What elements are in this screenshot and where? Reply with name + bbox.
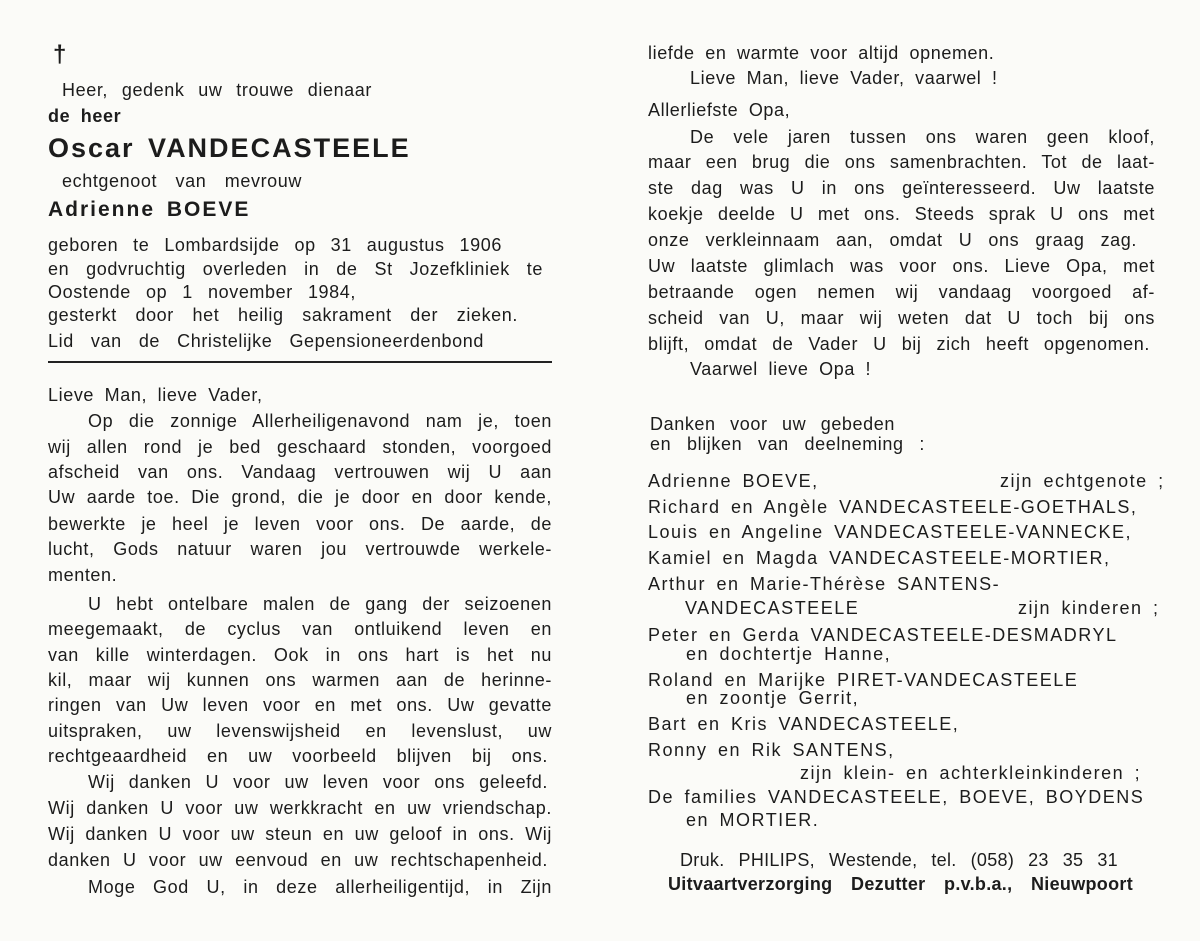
grandpa-line: scheid van U, maar wij weten dat U toch bij ons	[648, 308, 1155, 328]
deceased-name: Oscar VANDECASTEELE	[48, 133, 411, 163]
relation-label: zijn klein- en achterkleinkinderen ;	[800, 763, 1142, 783]
letter-farewell: Lieve Man, lieve Vader, vaarwel !	[690, 68, 998, 88]
grandpa-line: betraande ogen nemen wij vandaag voorgoed af-	[648, 282, 1155, 302]
detail-line: gesterkt door het heilig sakrament der zieken.	[48, 305, 518, 325]
letter-line: Op die zonnige Allerheiligenavond nam je, toen	[88, 411, 552, 431]
letter-line: Moge God U, in deze allerheiligentijd, in Zijn	[88, 877, 552, 897]
relation-label: zijn kinderen ;	[1018, 598, 1160, 618]
mourner-line: Peter en Gerda VANDECASTEELE-DESMADRYL	[648, 625, 1118, 645]
letter-line: wij allen rond je bed geschaard stonden, voorgoed	[48, 437, 552, 457]
letter-line: rechtgeaardheid en uw voorbeeld blijven bij ons.	[48, 746, 548, 766]
mourner-line: Richard en Angèle VANDECASTEELE-GOETHALS,	[648, 497, 1138, 517]
thanks-intro: Danken voor uw gebeden	[650, 414, 895, 434]
cross-icon: †	[53, 41, 67, 68]
letter-line: liefde en warmte voor altijd opnemen.	[648, 43, 995, 63]
grandpa-line: De vele jaren tussen ons waren geen kloof,	[690, 127, 1155, 147]
grandpa-line: Uw laatste glimlach was voor ons. Lieve Opa, met	[648, 256, 1155, 276]
thanks-intro: en blijken van deelneming :	[650, 434, 925, 454]
grandpa-farewell: Vaarwel lieve Opa !	[690, 359, 872, 379]
mourner-line: en MORTIER.	[686, 810, 820, 830]
mourner-line: Louis en Angeline VANDECASTEELE-VANNECKE,	[648, 522, 1133, 542]
letter-greeting: Lieve Man, lieve Vader,	[48, 385, 263, 405]
grandpa-line: onze verkleinnaam aan, omdat U ons graag zag.	[648, 230, 1137, 250]
detail-line: en godvruchtig overleden in de St Jozefkliniek te	[48, 259, 543, 279]
divider	[48, 361, 552, 363]
grandpa-line: ste dag was U in ons geïnteresseerd. Uw laatste	[648, 178, 1155, 198]
letter-line: Wij danken U voor uw leven voor ons geleefd.	[88, 772, 548, 792]
letter-line: U hebt ontelbare malen de gang der seizoenen	[88, 594, 552, 614]
letter-line: Wij danken U voor uw steun en uw geloof in ons. Wij	[48, 824, 552, 844]
letter-line: ringen van Uw leven voor en met ons. Uw gevatte	[48, 695, 552, 715]
membership: Lid van de Christelijke Gepensioneerdenbond	[48, 331, 484, 351]
mourner-line: Bart en Kris VANDECASTEELE,	[648, 714, 960, 734]
mourner-line: Adrienne BOEVE,	[648, 471, 819, 491]
mourner-line: VANDECASTEELE	[685, 598, 860, 618]
detail-line: Oostende op 1 november 1984,	[48, 282, 356, 302]
letter-line: meegemaakt, de cyclus van ontluikend leven en	[48, 619, 552, 639]
mourner-line: De families VANDECASTEELE, BOEVE, BOYDENS	[648, 787, 1145, 807]
mourner-line: Ronny en Rik SANTENS,	[648, 740, 895, 760]
mourner-line: Roland en Marijke PIRET-VANDECASTEELE	[648, 670, 1079, 690]
letter-line: Uw aarde toe. Die grond, die je door en door kende,	[48, 487, 552, 507]
letter-line: afscheid van ons. Vandaag vertrouwen wij U aan	[48, 462, 552, 482]
letter-line: lucht, Gods natuur waren jou vertrouwde werkele-	[48, 539, 552, 559]
mourner-line: en dochtertje Hanne,	[686, 644, 892, 664]
grandpa-line: maar een brug die ons samenbrachten. Tot de laat-	[648, 152, 1155, 172]
spouse-intro: echtgenoot van mevrouw	[62, 171, 302, 191]
mourner-line: Kamiel en Magda VANDECASTEELE-MORTIER,	[648, 548, 1111, 568]
mourner-line: en zoontje Gerrit,	[686, 688, 860, 708]
relation-label: zijn echtgenote ;	[1000, 471, 1165, 491]
undertaker-credit: Uitvaartverzorging Dezutter p.v.b.a., Nieuwpoort	[668, 874, 1133, 894]
letter-line: van kille winterdagen. Ook in ons hart is het nu	[48, 645, 552, 665]
printer-credit: Druk. PHILIPS, Westende, tel. (058) 23 35 31	[680, 850, 1118, 870]
letter-line: uitspraken, uw levenswijsheid en levenslust, uw	[48, 721, 552, 741]
grandpa-line: koekje deelde U met ons. Steeds sprak U ons met	[648, 204, 1155, 224]
letter-line: Wij danken U voor uw werkkracht en uw vriendschap.	[48, 798, 552, 818]
spouse-name: Adrienne BOEVE	[48, 198, 251, 221]
title-prefix: de heer	[48, 106, 122, 126]
mourner-line: Arthur en Marie-Thérèse SANTENS-	[648, 574, 1001, 594]
invocation: Heer, gedenk uw trouwe dienaar	[62, 80, 372, 100]
grandpa-line: blijft, omdat de Vader U bij zich heeft opgenomen.	[648, 334, 1150, 354]
grandpa-greeting: Allerliefste Opa,	[648, 100, 791, 120]
detail-line: geboren te Lombardsijde op 31 augustus 1906	[48, 235, 502, 255]
letter-line: bewerkte je heel je leven voor ons. De aarde, de	[48, 514, 552, 534]
letter-line: menten.	[48, 565, 118, 585]
letter-line: kil, maar wij kunnen ons warmen aan de herinne-	[48, 670, 552, 690]
letter-line: danken U voor uw eenvoud en uw rechtschapenheid.	[48, 850, 548, 870]
